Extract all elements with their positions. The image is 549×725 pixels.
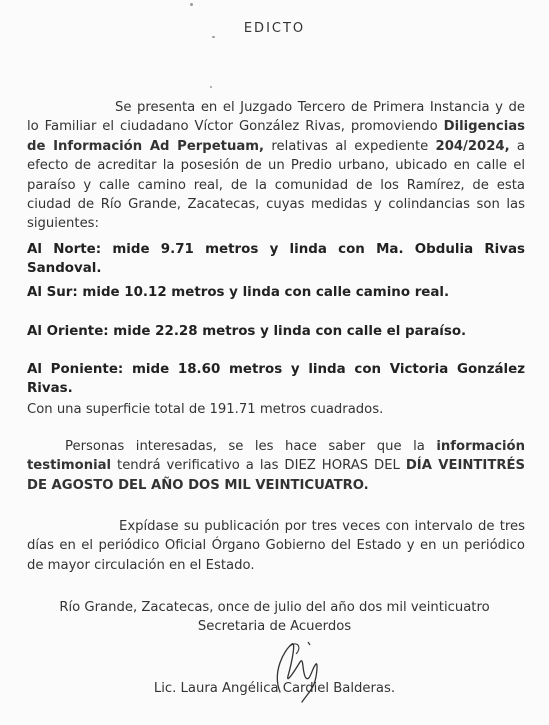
hearing-date: DÍA VEINTITRÉS DE AGOSTO DEL AÑO DOS MIL VEINTICUATRO. (27, 458, 525, 493)
boundary-south: Al Sur: mide 10.12 metros y linda con calle camino real. (27, 285, 450, 300)
scan-speck (212, 36, 215, 38)
intro-text-2: relativas al expediente (264, 138, 436, 154)
intro-text-3: a efecto de acreditar la posesión de un Predio urbano, ubicado en calle el paraíso y calle camino real, de la comunidad de los Ramírez, de esta ciudad de Río Grande, Zacatecas, cuyas medidas y colindancias son las siguientes: (27, 138, 525, 232)
total-area: Con una superficie total de 191.71 metros cuadrados. (27, 402, 384, 417)
document-title: EDICTO (243, 21, 306, 36)
place-and-date: Río Grande, Zacatecas, once de julio del año dos mil veinticuatro (59, 600, 490, 615)
intro-paragraph (27, 98, 525, 234)
interest-text-2: tendrá verificativo a las DIEZ HORAS DEL (111, 458, 406, 474)
publication-paragraph: Expídase su publicación por tres veces con intervalo de tres días en el periódico Oficial Órgano Gobierno del Estado y en un periódico de mayor circulación en el Estado. (27, 519, 525, 573)
boundary-north: Al Norte: mide 9.71 metros y linda con Ma. Obdulia Rivas Sandoval. (27, 242, 525, 277)
boundary-east: Al Oriente: mide 22.28 metros y linda con calle el paraíso. (27, 324, 467, 339)
signer-role: Secretaria de Acuerdos (197, 619, 352, 634)
case-number: 204/2024, (435, 138, 510, 154)
interest-text-1: Personas interesadas, se les hace saber que la (65, 439, 437, 454)
interested-parties-paragraph (27, 437, 525, 495)
scan-speck (190, 3, 193, 6)
boundary-west: Al Poniente: mide 18.60 metros y linda con Victoria González Rivas. (27, 362, 525, 397)
intro-text-1: Se presenta en el Juzgado Tercero de Primera Instancia y de lo Familiar el ciudadano Víctor González Rivas, promoviendo (27, 100, 525, 135)
procedure-name: Diligencias de Información Ad Perpetuam, (27, 119, 525, 154)
signer-name: Lic. Laura Angélica Cardiel Balderas. (153, 681, 396, 696)
testimonial-label: información testimonial (27, 439, 525, 474)
scan-speck (210, 86, 212, 88)
